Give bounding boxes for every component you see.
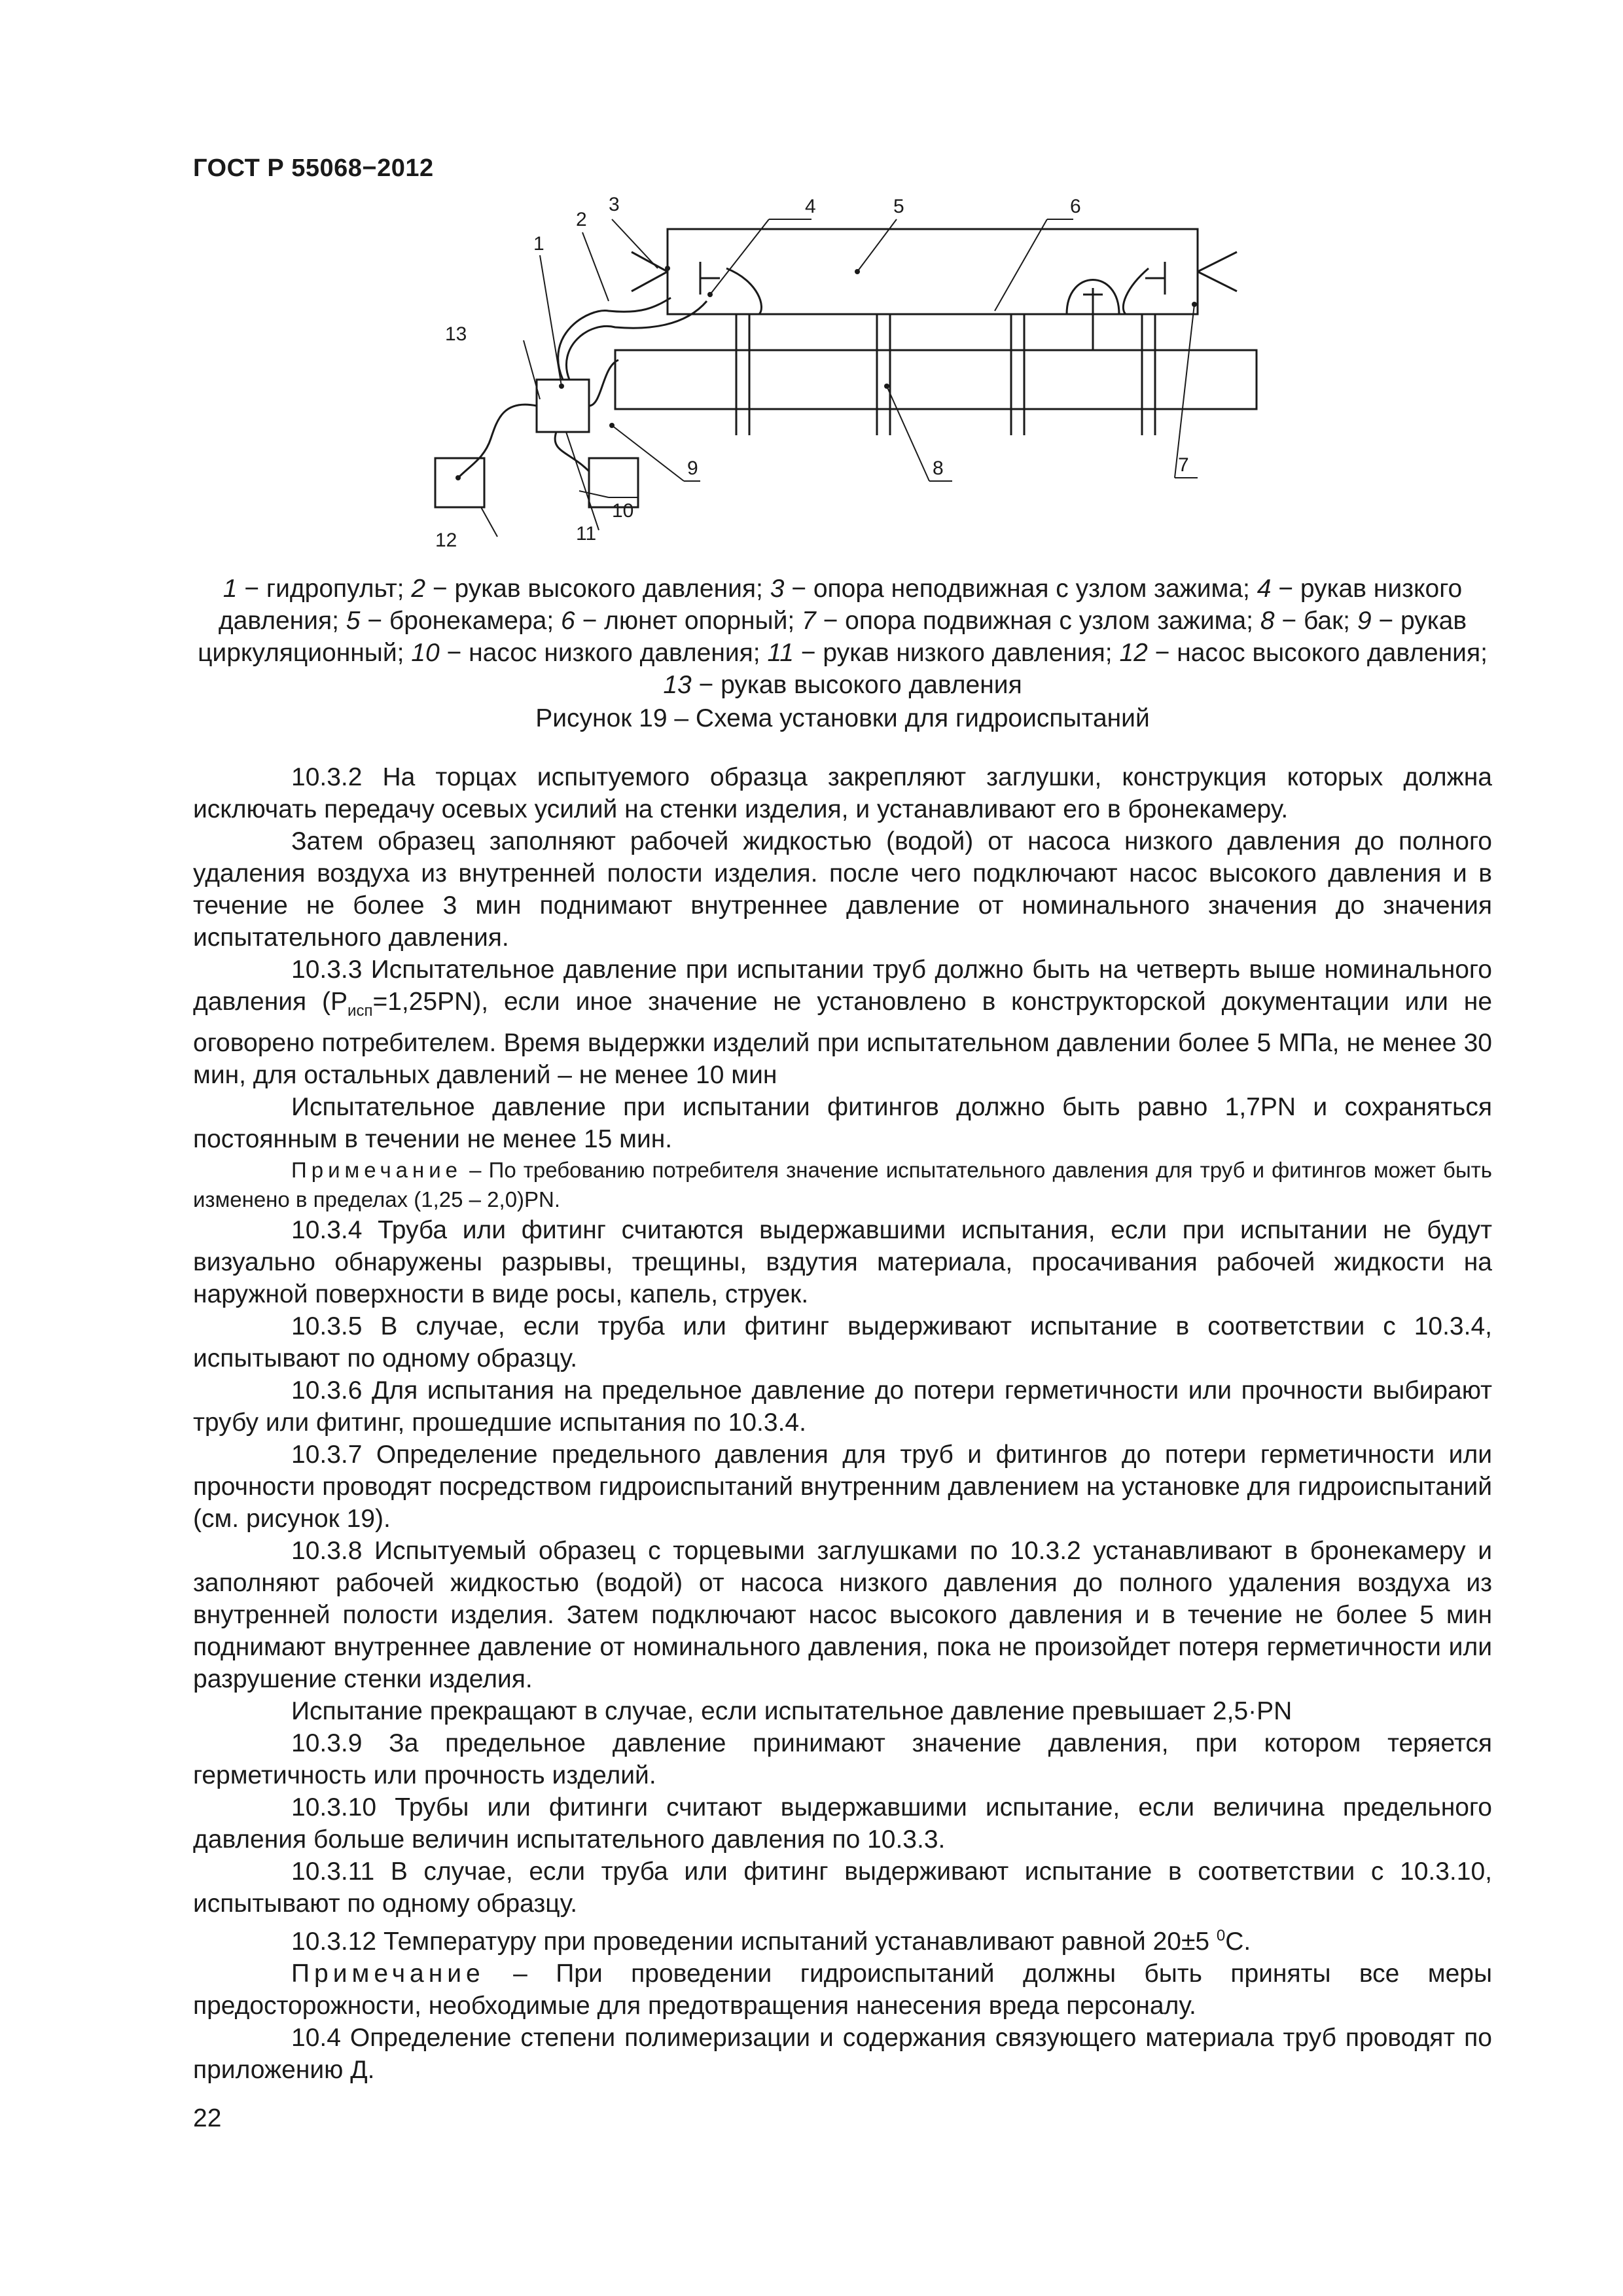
callout-12: 12 <box>435 529 457 551</box>
text-part: 10.3.3 Испытательное давление при испытании труб должно быть на четверть выше номинального давления (P <box>193 956 1492 1016</box>
paragraph: Затем образец заполняют рабочей жидкостью (водой) от насоса низкого давления до полного удаления воздуха из внутренней полости изделия. после чего подключают насос высокого давления и в течение не более 3 мин поднимают внутреннее давление от номинального значения до значения испытательного давления. <box>193 827 1492 952</box>
page-number: 22 <box>193 2104 222 2132</box>
legend-num: 2 <box>411 575 426 603</box>
callout-4: 4 <box>805 196 816 217</box>
note-text: – По требованию потребителя значение испытательного давления для труб и фитингов может быть изменено в пределах (1,25 – 2,0)PN. <box>193 1157 1492 1211</box>
paragraph-10-3-8: 10.3.8 Испытуемый образец с торцевыми заглушками по 10.3.2 устанавливают в бронекамеру и заполняют рабочей жидкостью (водой) от насоса низкого давления до полного удаления воздуха из внутренней полости изделия. Затем подключают насос высокого давления и в течение не более 5 мин поднимают внутреннее давление от номинального давления, пока не произойдет потеря герметичности или разрушение стенки изделия. <box>193 1536 1492 1693</box>
legend-text: − насос высокого давления; <box>1147 639 1488 667</box>
paragraph-10-3-6: 10.3.6 Для испытания на предельное давление до потери герметичности или прочности выбирают трубу или фитинг, прошедшие испытания по 10.3.4. <box>193 1376 1492 1437</box>
paragraph-10-4: 10.4 Определение степени полимеризации и содержания связующего материала труб проводят по приложению Д. <box>193 2023 1492 2084</box>
callout-1: 1 <box>533 233 544 255</box>
legend-text: − люнет опорный; <box>575 607 802 635</box>
callout-3: 3 <box>609 194 620 215</box>
body-text <box>193 761 1492 2086</box>
legend-num: 9 <box>1357 607 1372 635</box>
legend-num: 10 <box>411 639 440 667</box>
callout-2: 2 <box>576 209 587 230</box>
legend-text: − бронекамера; <box>360 607 562 635</box>
callout-8: 8 <box>933 457 944 479</box>
document-header: ГОСТ Р 55068−2012 <box>193 154 434 182</box>
legend-text: − насос низкого давления; <box>439 639 768 667</box>
legend-num: 1 <box>223 575 238 603</box>
legend-text: − рукав циркуляционный; <box>198 607 1467 667</box>
paragraph-10-3-5: 10.3.5 В случае, если труба или фитинг выдерживают испытание в соответствии с 10.3.4, испытывают по одному образцу. <box>193 1312 1492 1372</box>
text-part: С. <box>1225 1927 1251 1956</box>
movable-support-clamp <box>1145 242 1237 301</box>
legend-num: 4 <box>1257 575 1272 603</box>
fixed-support-clamp <box>632 242 720 301</box>
legend-num: 5 <box>346 607 361 635</box>
figure-legend <box>193 573 1492 701</box>
note-label: Примечание <box>291 1959 485 1988</box>
legend-num: 3 <box>770 575 785 603</box>
callout-11: 11 <box>576 523 597 545</box>
callout-10: 10 <box>612 500 634 522</box>
legend-num: 11 <box>767 639 794 667</box>
paragraph-10-3-2: 10.3.2 На торцах испытуемого образца закрепляют заглушки, конструкция которых должна исключать передачу осевых усилий на стенки изделия, и устанавливают его в бронекамеру. <box>193 763 1492 823</box>
legend-text: − опора неподвижная с узлом зажима; <box>784 575 1257 603</box>
paragraph: Испытание прекращают в случае, если испытательное давление превышает 2,5·PN <box>291 1696 1293 1725</box>
legend-num: 6 <box>561 607 575 635</box>
legend-text: − опора подвижная с узлом зажима; <box>815 607 1260 635</box>
circulation-hose <box>589 360 618 406</box>
note-text: – При проведении гидроиспытаний должны быть приняты все меры предосторожности, необходимые для предотвращения нанесения вреда персоналу. <box>193 1959 1492 2020</box>
legend-text: − рукав высокого давления <box>691 671 1022 699</box>
note-2 <box>193 1958 1492 2022</box>
superscript: 0 <box>1216 1926 1226 1945</box>
legend-num: 13 <box>663 671 692 699</box>
legend-num: 8 <box>1260 607 1275 635</box>
callout-6: 6 <box>1070 196 1081 217</box>
callout-5: 5 <box>893 196 904 217</box>
high-pressure-pump <box>435 458 484 507</box>
legend-text: − рукав низкого давления; <box>793 639 1120 667</box>
paragraph-10-3-9: 10.3.9 За предельное давление принимают значение давления, при котором теряется герметичность или прочность изделий. <box>193 1729 1492 1789</box>
test-setup-diagram <box>393 190 1309 556</box>
paragraph: Испытательное давление при испытании фитингов должно быть равно 1,7PN и сохраняться постоянным в течении не менее 15 мин. <box>193 1092 1492 1153</box>
legend-num: 12 <box>1119 639 1148 667</box>
text-part: =1,25PN), если иное значение не установлено в конструкторской документации или не оговорено потребителем. Время выдержки изделий при испытательном давлении более 5 МПа, не менее 30 мин, для остальных давлений – не менее 10 мин <box>193 988 1493 1089</box>
tank <box>615 350 1257 409</box>
legend-text: − гидропульт; <box>237 575 412 603</box>
legend-text: − рукав низкого давления; <box>218 575 1463 635</box>
callout-13: 13 <box>445 323 467 345</box>
text-part: 10.3.12 Температуру при проведении испытаний устанавливают равной 20±5 <box>291 1927 1217 1956</box>
paragraph-10-3-3 <box>193 954 1492 1091</box>
figure-caption: Рисунок 19 – Схема установки для гидроиспытаний <box>535 704 1150 732</box>
legend-text: − бак; <box>1274 607 1357 635</box>
paragraph-10-3-10: 10.3.10 Трубы или фитинги считают выдержавшими испытание, если величина предельного давления больше величин испытательного давления по 10.3.3. <box>193 1793 1492 1854</box>
paragraph-10-3-7: 10.3.7 Определение предельного давления для труб и фитингов до потери герметичности или прочности проводят посредством гидроиспытаний внутренним давлением на установке для гидроиспытаний (см. рисунок 19). <box>193 1440 1492 1533</box>
paragraph-10-3-12 <box>193 1920 1492 1958</box>
callout-7: 7 <box>1178 454 1189 476</box>
subscript: исп <box>348 1001 373 1020</box>
note-1 <box>193 1155 1492 1214</box>
hp-hose-13 <box>458 404 537 478</box>
legend-text: − рукав высокого давления; <box>425 575 770 603</box>
note-label: Примечание <box>291 1157 463 1182</box>
callout-9: 9 <box>687 457 698 479</box>
paragraph-10-3-4: 10.3.4 Труба или фитинг считаются выдержавшими испытания, если при испытании не будут визуально обнаружены разрывы, трещины, вздутия материала, просачивания рабочей жидкости на наружной поверхности в виде росы, капель, струек. <box>193 1215 1492 1308</box>
paragraph-10-3-11: 10.3.11 В случае, если труба или фитинг выдерживают испытание в соответствии с 10.3.10, испытывают по одному образцу. <box>193 1857 1492 1918</box>
legend-num: 7 <box>802 607 816 635</box>
